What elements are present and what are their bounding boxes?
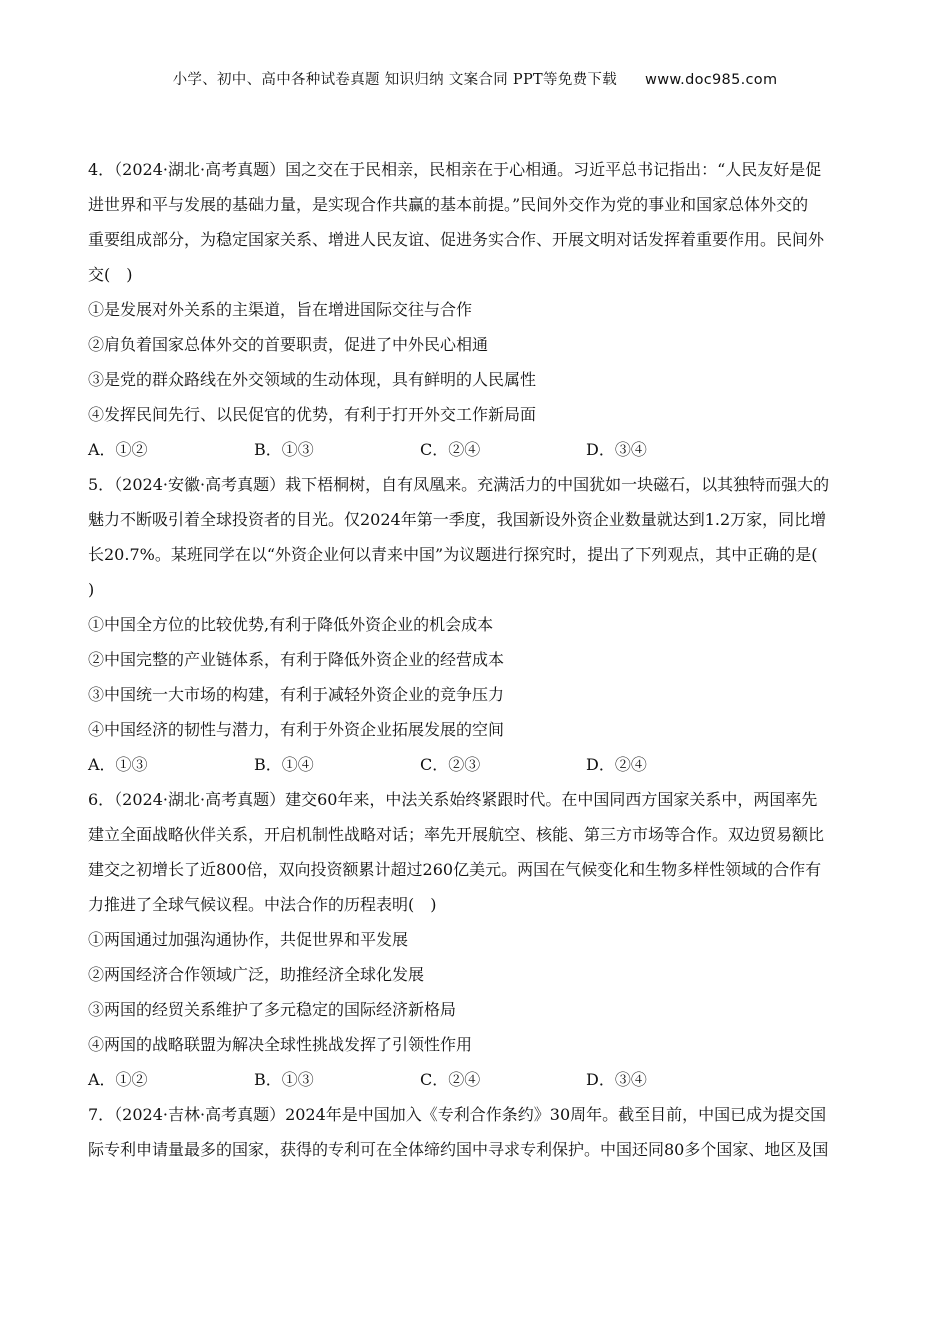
- question-stem-line: 际专利申请量最多的国家，获得的专利可在全体缔约国中寻求专利保护。中国还同80多个国家、地区及国: [88, 1140, 829, 1159]
- statement-3: ③两国的经贸关系维护了多元稳定的国际经济新格局: [88, 1000, 457, 1019]
- question-stem-line: 6．（2024·湖北·高考真题）建交60年来，中法关系始终紧跟时代。在中国同西方国家关系中，两国率先: [88, 790, 818, 809]
- question-stem-line: 进世界和平与发展的基础力量，是实现合作共赢的基本前提。”民间外交作为党的事业和国家总体外交的: [88, 195, 809, 214]
- question-stem-line: 交( ): [88, 265, 133, 284]
- answer-options: [88, 1062, 860, 1097]
- question-stem-line: 7．（2024·吉林·高考真题）2024年是中国加入《专利合作条约》30周年。截至目前，中国已成为提交国: [88, 1105, 827, 1124]
- option-b: B．①③: [254, 440, 314, 459]
- answer-options: [88, 432, 860, 467]
- statement-2: ②肩负着国家总体外交的首要职责，促进了中外民心相通: [88, 335, 489, 354]
- statement-3: ③是党的群众路线在外交领域的生动体现，具有鲜明的人民属性: [88, 370, 537, 389]
- option-c: C．②④: [420, 440, 481, 459]
- option-d: D．③④: [586, 440, 647, 459]
- option-d: D．②④: [586, 755, 647, 774]
- option-a: A．①③: [88, 755, 148, 774]
- answer-options: [88, 747, 860, 782]
- option-b: B．①③: [254, 1070, 314, 1089]
- statement-4: ④发挥民间先行、以民促官的优势，有利于打开外交工作新局面: [88, 405, 537, 424]
- option-b: B．①④: [254, 755, 314, 774]
- question-list: [88, 152, 860, 1167]
- question-4: [88, 152, 860, 467]
- option-a: A．①②: [88, 440, 148, 459]
- statement-4: ④中国经济的韧性与潜力，有利于外资企业拓展发展的空间: [88, 720, 505, 739]
- statement-1: ①两国通过加强沟通协作，共促世界和平发展: [88, 930, 409, 949]
- option-d: D．③④: [586, 1070, 647, 1089]
- statement-1: ①中国全方位的比较优势,有利于降低外资企业的机会成本: [88, 615, 494, 634]
- statement-2: ②两国经济合作领域广泛，助推经济全球化发展: [88, 965, 425, 984]
- statement-2: ②中国完整的产业链体系，有利于降低外资企业的经营成本: [88, 650, 505, 669]
- question-stem-line: 4．（2024·湖北·高考真题）国之交在于民相亲，民相亲在于心相通。习近平总书记指出：“人民友好是促: [88, 160, 822, 179]
- option-a: A．①②: [88, 1070, 148, 1089]
- statement-4: ④两国的战略联盟为解决全球性挑战发挥了引领性作用: [88, 1035, 473, 1054]
- header-site: www.doc985.com: [645, 72, 778, 88]
- option-c: C．②③: [420, 755, 481, 774]
- question-stem-line: 5．（2024·安徽·高考真题）栽下梧桐树，自有凤凰来。充满活力的中国犹如一块磁石，以其独特而强大的: [88, 475, 830, 494]
- question-7: [88, 1097, 860, 1167]
- statement-1: ①是发展对外关系的主渠道，旨在增进国际交往与合作: [88, 300, 473, 319]
- question-stem-line: 重要组成部分，为稳定国家关系、增进人民友谊、促进务实合作、开展文明对话发挥着重要作用。民间外: [88, 230, 825, 249]
- question-stem-line: ): [88, 580, 95, 599]
- question-6: [88, 782, 860, 1097]
- question-5: [88, 467, 860, 782]
- header-text: 小学、初中、高中各种试卷真题 知识归纳 文案合同 PPT等免费下载: [172, 72, 618, 88]
- question-stem-line: 建交之初增长了近800倍，双向投资额累计超过260亿美元。两国在气候变化和生物多样性领域的合作有: [88, 860, 822, 879]
- question-stem-line: 长20.7%。某班同学在以“外资企业何以青来中国”为议题进行探究时，提出了下列观点，其中正确的是(: [88, 545, 818, 564]
- option-c: C．②④: [420, 1070, 481, 1089]
- page-header: [0, 68, 950, 89]
- question-stem-line: 建立全面战略伙伴关系，开启机制性战略对话；率先开展航空、核能、第三方市场等合作。双边贸易额比: [88, 825, 825, 844]
- question-stem-line: 魅力不断吸引着全球投资者的目光。仅2024年第一季度，我国新设外资企业数量就达到1.2万家，同比增: [88, 510, 827, 529]
- statement-3: ③中国统一大市场的构建，有利于减轻外资企业的竞争压力: [88, 685, 505, 704]
- question-stem-line: 力推进了全球气候议程。中法合作的历程表明( ): [88, 895, 437, 914]
